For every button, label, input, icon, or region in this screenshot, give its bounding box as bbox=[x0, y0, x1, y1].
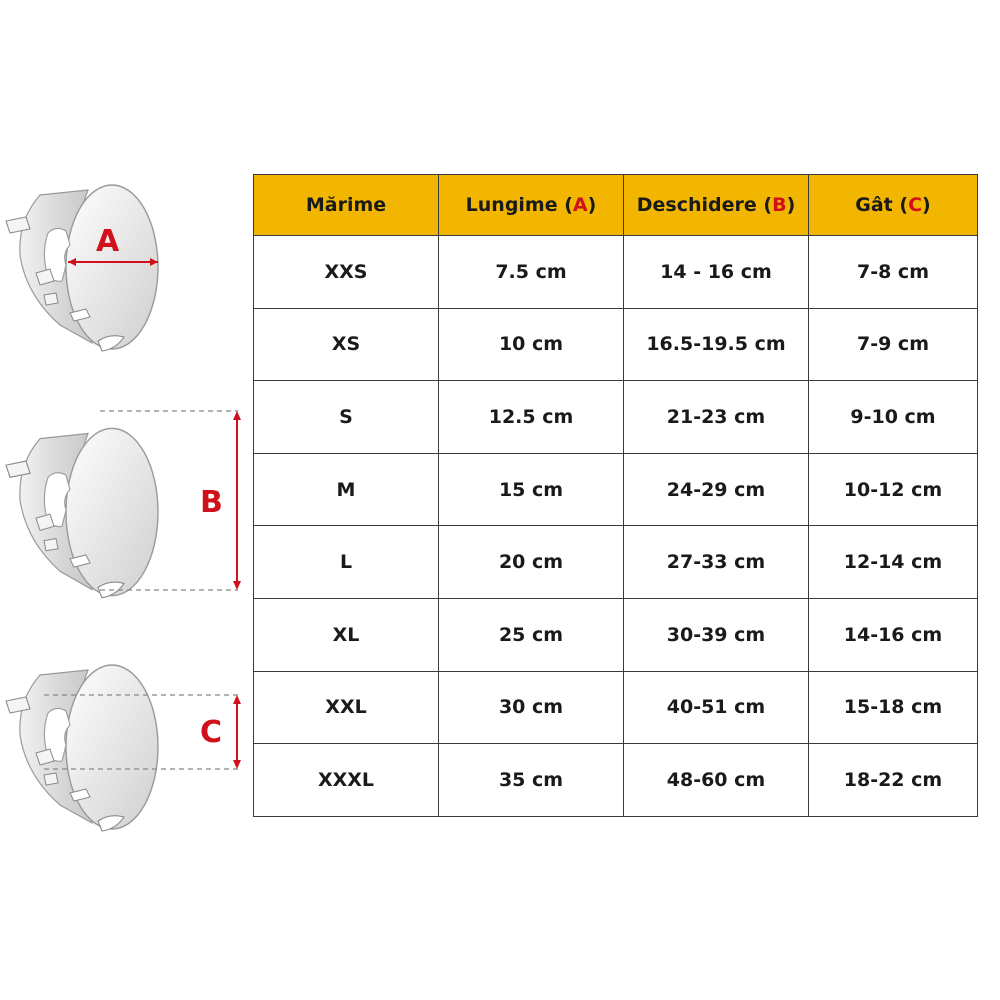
cell-length: 30 cm bbox=[439, 671, 624, 744]
marker-label-b: B bbox=[200, 485, 223, 520]
cell-neck: 7-9 cm bbox=[809, 308, 978, 381]
cell-neck: 9-10 cm bbox=[809, 381, 978, 454]
cell-size: M bbox=[254, 453, 439, 526]
size-chart-table bbox=[253, 174, 978, 817]
cell-neck: 14-16 cm bbox=[809, 598, 978, 671]
cell-opening: 21-23 cm bbox=[624, 381, 809, 454]
cell-length: 35 cm bbox=[439, 744, 624, 817]
header-opening: Deschidere (B) bbox=[624, 175, 809, 236]
cell-neck: 18-22 cm bbox=[809, 744, 978, 817]
cell-length: 25 cm bbox=[439, 598, 624, 671]
cell-opening: 30-39 cm bbox=[624, 598, 809, 671]
cell-neck: 10-12 cm bbox=[809, 453, 978, 526]
cell-size: XXL bbox=[254, 671, 439, 744]
header-neck: Gât (C) bbox=[809, 175, 978, 236]
table-row bbox=[254, 381, 978, 454]
table-row bbox=[254, 671, 978, 744]
header-size: Mărime bbox=[254, 175, 439, 236]
table-row bbox=[254, 308, 978, 381]
cell-length: 10 cm bbox=[439, 308, 624, 381]
table-row bbox=[254, 453, 978, 526]
cell-opening: 14 - 16 cm bbox=[624, 236, 809, 309]
cell-neck: 12-14 cm bbox=[809, 526, 978, 599]
cell-size: L bbox=[254, 526, 439, 599]
table-row bbox=[254, 744, 978, 817]
cell-size: XS bbox=[254, 308, 439, 381]
table-row bbox=[254, 598, 978, 671]
cell-length: 7.5 cm bbox=[439, 236, 624, 309]
cell-length: 20 cm bbox=[439, 526, 624, 599]
cell-length: 12.5 cm bbox=[439, 381, 624, 454]
cell-length: 15 cm bbox=[439, 453, 624, 526]
table-row bbox=[254, 526, 978, 599]
cell-opening: 16.5-19.5 cm bbox=[624, 308, 809, 381]
cell-neck: 7-8 cm bbox=[809, 236, 978, 309]
cone-illustration-a bbox=[6, 185, 158, 351]
header-length: Lungime (A) bbox=[439, 175, 624, 236]
cell-neck: 15-18 cm bbox=[809, 671, 978, 744]
table-header-row bbox=[254, 175, 978, 236]
cell-opening: 48-60 cm bbox=[624, 744, 809, 817]
cell-size: S bbox=[254, 381, 439, 454]
marker-label-c: C bbox=[200, 715, 223, 750]
table-row bbox=[254, 236, 978, 309]
marker-label-a: A bbox=[96, 224, 120, 259]
cell-size: XXS bbox=[254, 236, 439, 309]
cell-size: XXXL bbox=[254, 744, 439, 817]
cell-size: XL bbox=[254, 598, 439, 671]
cell-opening: 27-33 cm bbox=[624, 526, 809, 599]
cell-opening: 40-51 cm bbox=[624, 671, 809, 744]
cell-opening: 24-29 cm bbox=[624, 453, 809, 526]
